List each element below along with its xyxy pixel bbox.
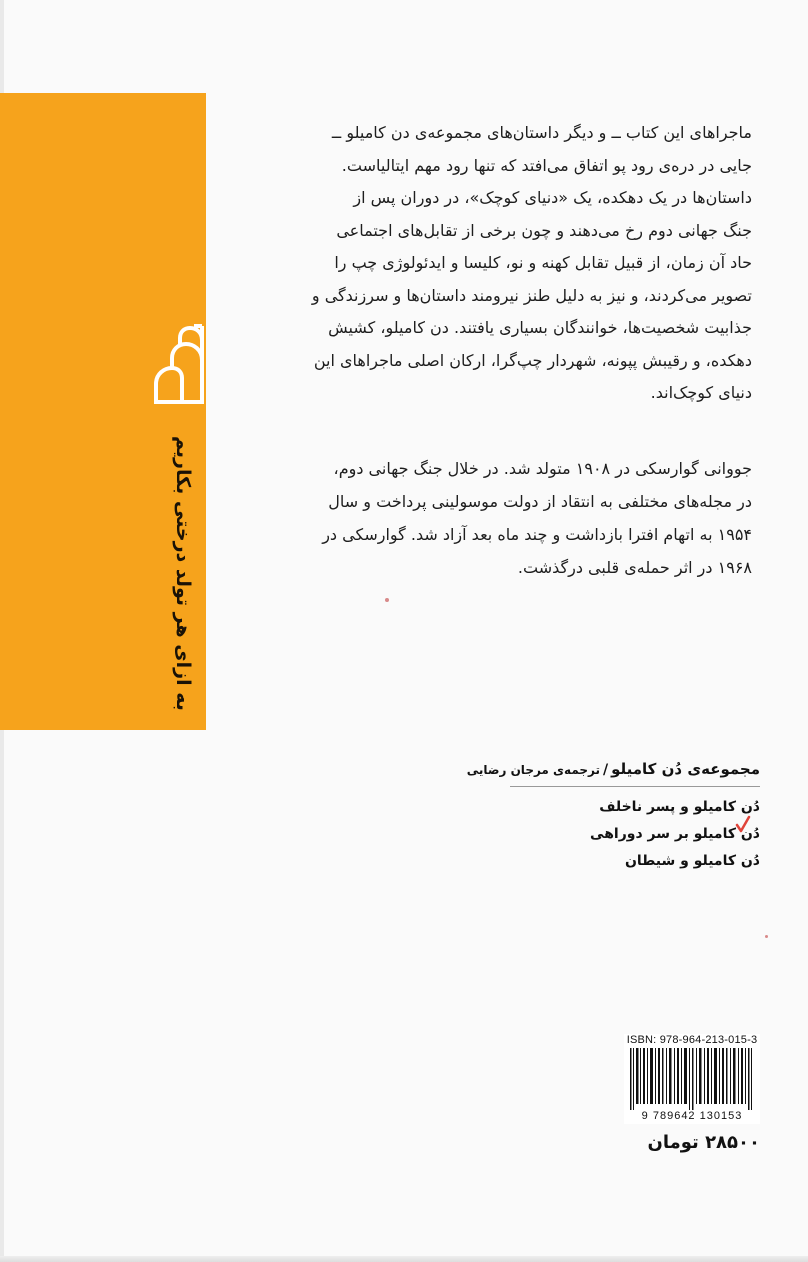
author-bio	[290, 452, 752, 584]
series-book-list	[560, 794, 760, 875]
series-book-item-current: دُن کامیلو بر سر دوراهی	[590, 826, 760, 842]
print-speck	[385, 598, 389, 602]
description-line: جایی در دره‌ی رود پو اتفاق می‌افتد که تنها رود مهم ایتالیاست.	[341, 155, 752, 175]
isbn-number: ISBN: 978-964-213-015-3	[626, 1034, 758, 1046]
series-title: مجموعه‌ی دُن کامیلو	[611, 760, 760, 778]
series-book-item: دُن کامیلو و پسر ناخلف	[599, 799, 760, 815]
slogan-text: به ازای هر تولد درختی بکاریم	[172, 435, 194, 711]
description-line: حاد آن زمان، از قبیل تقابل کهنه و نو، کلیسا و ایدئولوژی چپ را	[334, 253, 752, 272]
series-separator: /	[602, 762, 609, 778]
translator-credit: ترجمه‌ی مرجان رضایی	[466, 763, 600, 777]
price-label: ۲۸۵۰۰ تومان	[647, 1132, 760, 1153]
barcode-block	[624, 1034, 760, 1124]
barcode-icon	[626, 1048, 758, 1110]
print-speck	[765, 935, 768, 938]
description-line: ماجراهای این کتاب ــ و دیگر داستان‌های مجموعه‌ی دن کامیلو ــ	[331, 123, 752, 142]
description-line: دنیای کوچک‌اند.	[650, 383, 752, 402]
description-line: تصویر می‌کردند، و نیز به دلیل طنز نیرومند داستان‌ها و سرزندگی و	[311, 285, 752, 305]
series-book-item: دُن کامیلو و شیطان	[624, 853, 760, 869]
barcode-digits: 9 789642 130153	[641, 1110, 743, 1122]
bio-line: در مجله‌های مختلفی به انتقاد از دولت موسولینی پرداخت و سال	[328, 492, 752, 511]
bio-line: ۱۹۶۸ در اثر حمله‌ی قلبی درگذشت.	[517, 558, 752, 577]
series-divider	[510, 786, 760, 787]
bio-line: جووانی گوارسکی در ۱۹۰۸ متولد شد. در خلال جنگ جهانی دوم،	[333, 459, 752, 478]
description-line: دهکده، و رقیبش پپونه، شهردار چپ‌گرا، ارکان اصلی ماجراهای این	[313, 350, 752, 370]
publisher-logo-icon	[150, 322, 206, 406]
cover-bottom-edge	[0, 1256, 808, 1262]
checkmark-icon	[735, 815, 751, 835]
description-line: جذابیت شخصیت‌ها، خوانندگان بسیاری یافتند. دن کامیلو، کشیش	[328, 318, 752, 337]
bio-line: ۱۹۵۴ به اتهام افترا بازداشت و چند ماه بعد آزاد شد. گوارسکی در	[322, 525, 752, 544]
description-line: داستان‌ها در یک دهکده، یک «دنیای کوچک»، در دوران پس از	[353, 188, 752, 207]
book-description	[290, 117, 752, 410]
series-header	[466, 760, 760, 778]
description-line: جنگ جهانی دوم رخ می‌دهند و چون برخی از تقابل‌های اجتماعی	[336, 220, 752, 240]
